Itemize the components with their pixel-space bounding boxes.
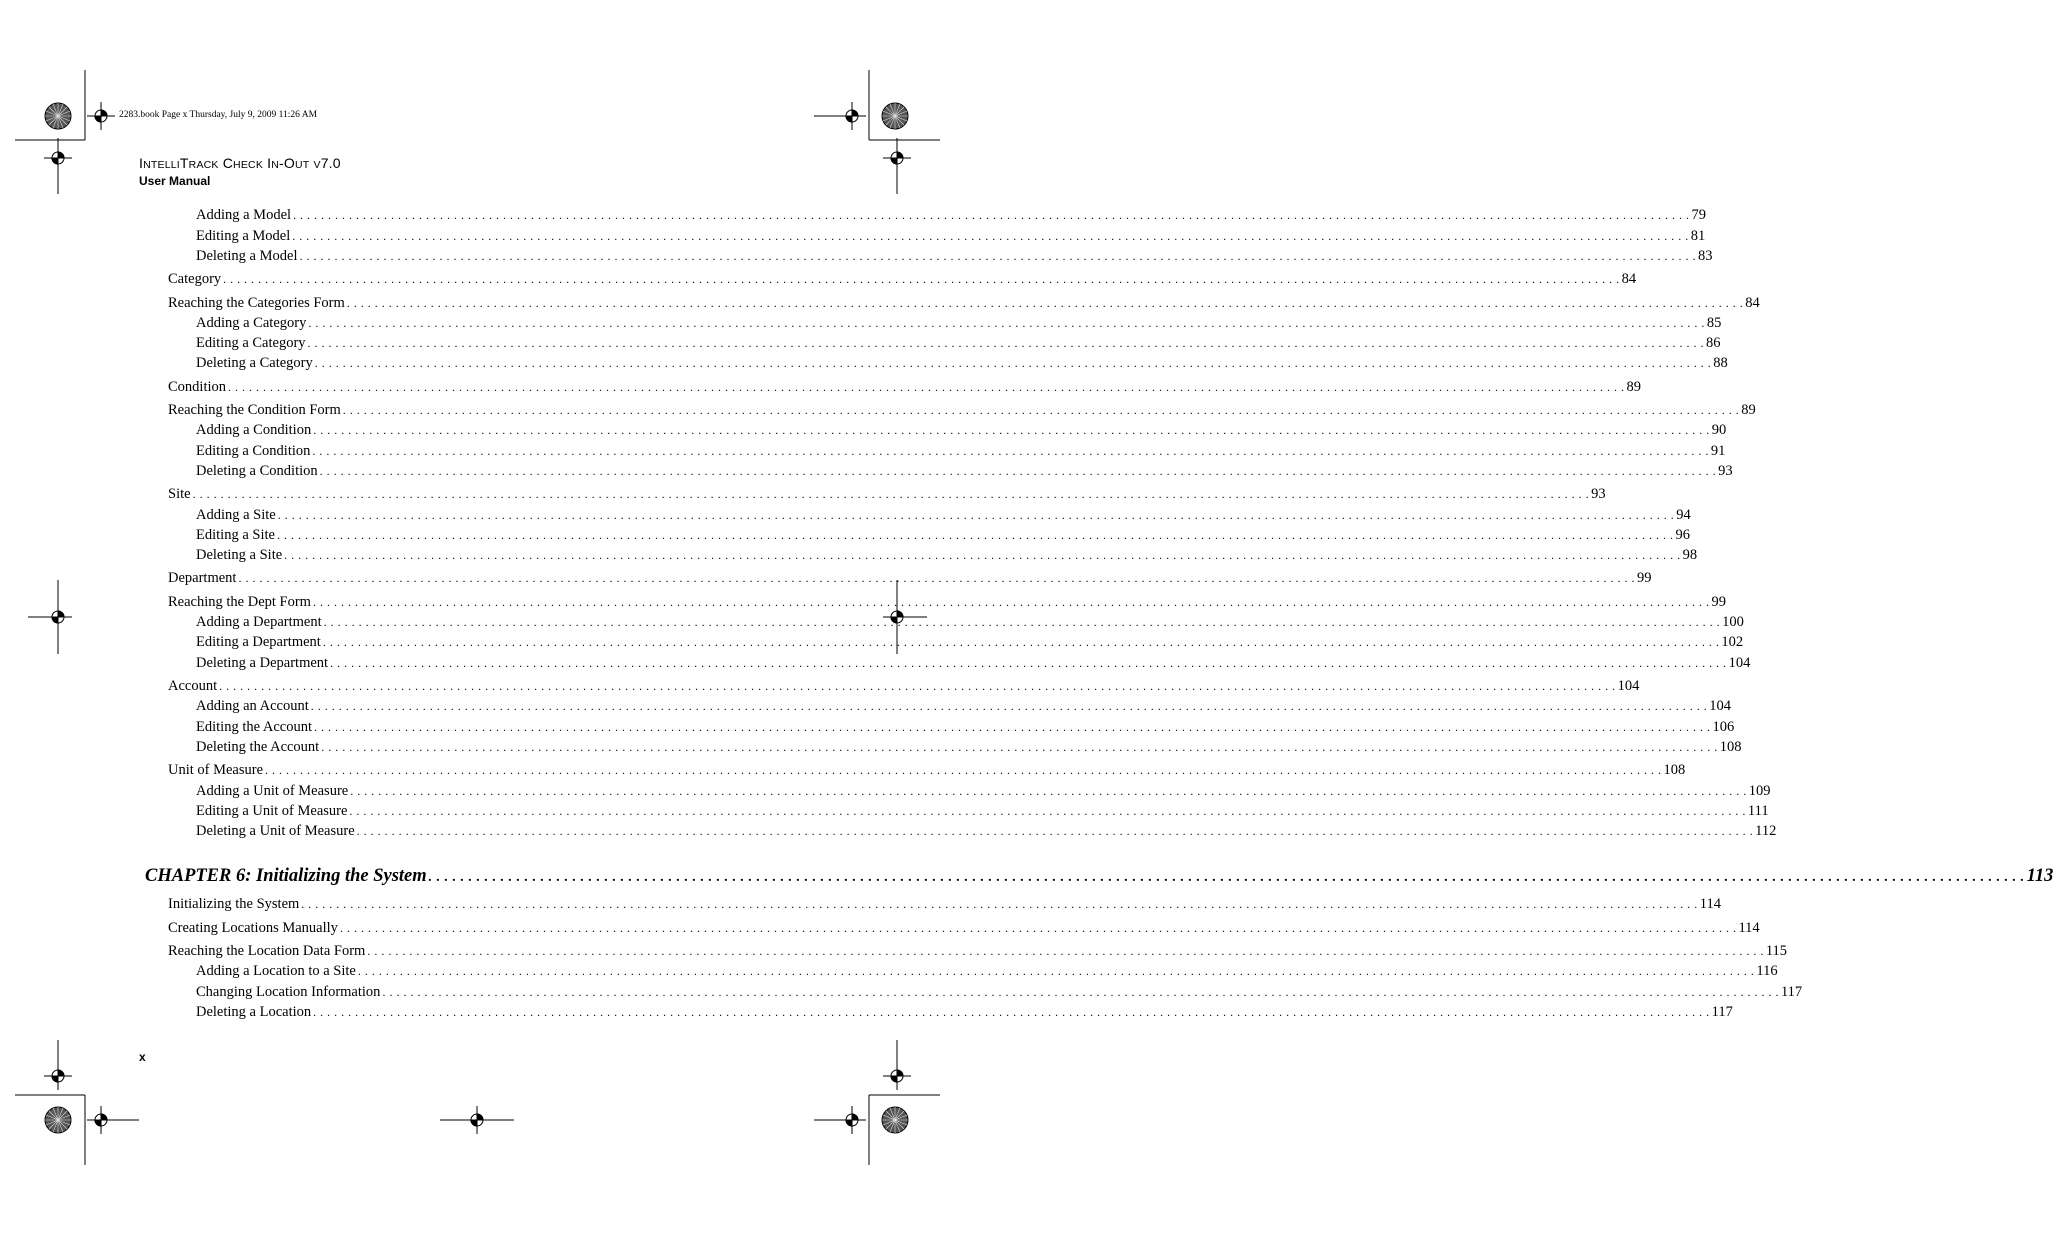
toc-leader-dots: . . . . . . . . . . . . . . . . . . . . . . . . . . . . . . . . . . . . . . . . . . . . . . . . . . . . . . . . . . . . . . . . . . . . . . . . . . . . . . . . . . . . . . . . . . . . . . . . . . . . . . . . . . . . . . . . . . . . . . . . . . . . . . . . . . . . . . . . . . . . . . . . . . . . . . . . . . . . . . . . . . . . . . . . . . . . . . . . . . . . . . . . . . . . . . . . . . . . . . . . bbox=[346, 296, 1744, 310]
toc-entry-title: Adding a Condition bbox=[196, 422, 312, 438]
toc-entry[interactable] bbox=[168, 941, 1788, 961]
toc-entry-page: 114 bbox=[1738, 920, 1760, 936]
toc-entry-page: 79 bbox=[1691, 207, 1707, 223]
toc-entry-title: Editing a Department bbox=[196, 634, 321, 650]
toc-entry-page: 99 bbox=[1636, 570, 1652, 586]
header-title-part: 7.0 bbox=[320, 155, 341, 171]
toc-leader-dots: . . . . . . . . . . . . . . . . . . . . . . . . . . . . . . . . . . . . . . . . . . . . . . . . . . . . . . . . . . . . . . . . . . . . . . . . . . . . . . . . . . . . . . . . . . . . . . . . . . . . . . . . . . . . . . . . . . . . . . . . . . . . . . . . . . . . . . . . . . . . . . . . . . . . . . . . . . . . . . . . . . . . . . . . . . . . . . . . . . . . . . . . . . . . . . . . . . . . . . . . bbox=[321, 740, 1718, 754]
toc-leader-dots: . . . . . . . . . . . . . . . . . . . . . . . . . . . . . . . . . . . . . . . . . . . . . . . . . . . . . . . . . . . . . . . . . . . . . . . . . . . . . . . . . . . . . . . . . . . . . . . . . . . . . . . . . . . . . . . . . . . . . . . . . . . . . . . . . . . . . . . . . . . . . . . . . . . . . . . . . . . . . . . . . . . . . . . . . . . . . . . . . . . . . . . . . . . . . . . . . . . . . . . . bbox=[310, 699, 1708, 713]
header-title-part: HECK bbox=[233, 159, 264, 171]
toc-leader-dots: . . . . . . . . . . . . . . . . . . . . . . . . . . . . . . . . . . . . . . . . . . . . . . . . . . . . . . . . . . . . . . . . . . . . . . . . . . . . . . . . . . . . . . . . . . . . . . . . . . . . . . . . . . . . . . . . . . . . . . . . . . . . . . . . . . . . . . . . . . . . . . . . . . . . . . . . . . . . . . . . . . . . . . . . . . . . . . . . . . . . . . . . . . . . . . . . . . . . . . . . bbox=[349, 804, 1746, 818]
toc-leader-dots: . . . . . . . . . . . . . . . . . . . . . . . . . . . . . . . . . . . . . . . . . . . . . . . . . . . . . . . . . . . . . . . . . . . . . . . . . . . . . . . . . . . . . . . . . . . . . . . . . . . . . . . . . . . . . . . . . . . . . . . . . . . . . . . . . . . . . . . . . . . . . . . . . . . . . . . . . . . . . . . . . . . . . . . . . . . . . . . . . . . . . . . . . . . . . . . . . . . . . . . . bbox=[342, 403, 1740, 417]
toc-leader-dots: . . . . . . . . . . . . . . . . . . . . . . . . . . . . . . . . . . . . . . . . . . . . . . . . . . . . . . . . . . . . . . . . . . . . . . . . . . . . . . . . . . . . . . . . . . . . . . . . . . . . . . . . . . . . . . . . . . . . . . . . . . . . . . . . . . . . . . . . . . . . . . . . . . . . . . . . . . . . . . . . . . . . . . . . . . . . . . . . . . . . . . . . . . . . . . . . . . . . . . . . bbox=[350, 784, 1747, 798]
toc-leader-dots: . . . . . . . . . . . . . . . . . . . . . . . . . . . . . . . . . . . . . . . . . . . . . . . . . . . . . . . . . . . . . . . . . . . . . . . . . . . . . . . . . . . . . . . . . . . . . . . . . . . . . . . . . . . . . . . . . . . . . . . . . . . . . . . . . . . . . . . . . . . . . . . . . . . . . . . . . . . . . . . . . . . . . . . . . . . . . . . . . . . . . . . . . . . . . . . . . . . . . . . . bbox=[382, 985, 1779, 999]
header-title-part: RACK bbox=[188, 159, 219, 171]
toc-entry[interactable] bbox=[196, 420, 1727, 440]
toc-entry-page: 109 bbox=[1748, 783, 1771, 799]
toc-entry-title: Reaching the Categories Form bbox=[168, 295, 345, 311]
toc-entry[interactable] bbox=[196, 653, 1751, 673]
toc-leader-dots: . . . . . . . . . . . . . . . . . . . . . . . . . . . . . . . . . . . . . . . . . . . . . . . . . . . . . . . . . . . . . . . . . . . . . . . . . . . . . . . . . . . . . . . . . . . . . . . . . . . . . . . . . . . . . . . . . . . . . . . . . . . . . . . . . . . . . . . . . . . . . . . . . . . . . . . . . . . . . . . . . . . . . . . . . . . . . . . . . . . . . . . . . . . . . . . . . . . . . . . . bbox=[299, 249, 1696, 263]
toc-leader-dots: . . . . . . . . . . . . . . . . . . . . . . . . . . . . . . . . . . . . . . . . . . . . . . . . . . . . . . . . . . . . . . . . . . . . . . . . . . . . . . . . . . . . . . . . . . . . . . . . . . . . . . . . . . . . . . . . . . . . . . . . . . . . . . . . . . . . . . . . . . . . . . . . . . . . . . . . . . . . . . . . . . . . . . . . . . . . . . . . . . . . . . . . . . . . . . . . . . . . . . . . bbox=[265, 763, 1662, 777]
toc-leader-dots: . . . . . . . . . . . . . . . . . . . . . . . . . . . . . . . . . . . . . . . . . . . . . . . . . . . . . . . . . . . . . . . . . . . . . . . . . . . . . . . . . . . . . . . . . . . . . . . . . . . . . . . . . . . . . . . . . . . . . . . . . . . . . . . . . . . . . . . . . . . . . . . . . . . . . . . . . . . . . . . . . . . . . . . . . . . . . . . . . . . . . . . . . . . . . . . . . . . . . . . . bbox=[284, 548, 1681, 562]
toc-entry-page: 115 bbox=[1765, 943, 1788, 959]
toc-entry-page: 86 bbox=[1706, 335, 1721, 351]
header-title-part: UT bbox=[294, 159, 310, 171]
toc-entry-title: Adding a Category bbox=[196, 315, 307, 331]
toc-leader-dots: . . . . . . . . . . . . . . . . . . . . . . . . . . . . . . . . . . . . . . . . . . . . . . . . . . . . . . . . . . . . . . . . . . . . . . . . . . . . . . . . . . . . . . . . . . . . . . . . . . . . . . . . . . . . . . . . . . . . . . . . . . . . . . . . . . . . . . . . . . . . . . . . . . . . . . . . . . . . . . . . . . . . . . . . . . . . . . . . . . . . . . . . . . . . . . . . . . . . . . . . bbox=[277, 508, 1675, 522]
toc-entry-title: Adding a Department bbox=[196, 614, 322, 630]
toc-leader-dots: . . . . . . . . . . . . . . . . . . . . . . . . . . . . . . . . . . . . . . . . . . . . . . . . . . . . . . . . . . . . . . . . . . . . . . . . . . . . . . . . . . . . . . . . . . . . . . . . . . . . . . . . . . . . . . . . . . . . . . . . . . . . . . . . . . . . . . . . . . . . . . . . . . . . . . . . . . . . . . . . . . . . . . . . . . . . . . . . . . . . . . . . . . . . . . . . . . . . . . . . bbox=[228, 380, 1625, 394]
toc-entry[interactable] bbox=[196, 461, 1733, 481]
toc-entry-title: Editing a Site bbox=[196, 527, 275, 543]
toc-leader-dots: . . . . . . . . . . . . . . . . . . . . . . . . . . . . . . . . . . . . . . . . . . . . . . . . . . . . . . . . . . . . . . . . . . . . . . . . . . . . . . . . . . . . . . . . . . . . . . . . . . . . . . . . . . . . . . . . . . . . . . . . . . . . . . . . . . . . . . . . . . . . . . . . . . . . . . . . . . . . . . . . . . . . . . . . . . . . . . . . . . . . . . . . . . . . . . . . . . . . . . . . bbox=[356, 824, 1754, 838]
toc-leader-dots: . . . . . . . . . . . . . . . . . . . . . . . . . . . . . . . . . . . . . . . . . . . . . . . . . . . . . . . . . . . . . . . . . . . . . . . . . . . . . . . . . . . . . . . . . . . . . . . . . . . . . . . . . . . . . . . . . . . . . . . . . . . . . . . . . . . . . . . . . . . . . . . . . . . . . . . . . . . . . . . . . . . . . . . . . . . . . . . . . . . . . . . . . . . . . . . . . . . . . . . . bbox=[313, 1005, 1710, 1019]
toc-entry-page: 96 bbox=[1675, 527, 1690, 543]
header-title-part: I bbox=[263, 155, 272, 171]
toc-entry-title: CHAPTER 6: Initializing the System bbox=[145, 866, 427, 886]
toc-entry-title: Adding a Site bbox=[196, 507, 276, 523]
toc-entry[interactable] bbox=[168, 568, 1652, 588]
toc-entry-page: 114 bbox=[1699, 896, 1722, 912]
toc-chapter-entry[interactable] bbox=[145, 863, 2053, 889]
toc-entry[interactable] bbox=[196, 696, 1732, 716]
toc-leader-dots: . . . . . . . . . . . . . . . . . . . . . . . . . . . . . . . . . . . . . . . . . . . . . . . . . . . . . . . . . . . . . . . . . . . . . . . . . . . . . . . . . . . . . . . . . . . . . . . . . . . . . . . . . . . . . . . . . . . . . . . . . . . . . . . . . . . . . . . . . . . . . . . . . . . . . . . . . . . . . . . . . . . . . . . . . . . . . . . . . . . . . . . . . . . . . . . . . . . . . . . . bbox=[322, 635, 1720, 649]
toc-entry-title: Unit of Measure bbox=[168, 762, 264, 778]
toc-entry[interactable] bbox=[196, 246, 1713, 266]
toc-entry-title: Initializing the System bbox=[168, 896, 300, 912]
toc-entry[interactable] bbox=[196, 525, 1690, 545]
toc-leader-dots: . . . . . . . . . . . . . . . . . . . . . . . . . . . . . . . . . . . . . . . . . . . . . . . . . . . . . . . . . . . . . . . . . . . . . . . . . . . . . . . . . . . . . . . . . . . . . . . . . . . . . . . . . . . . . . . . . . . . . . . . . . . . . . . . . . . . . . . . . . . . . . . . . . . . . . . . . . . . . . . . . . . . . . . . . . . . . . . . . . . . . . . . . . . . . . . . . . . . . . . . bbox=[330, 656, 1727, 670]
toc-entry-page: 91 bbox=[1710, 443, 1726, 459]
toc-entry-page: 106 bbox=[1712, 719, 1735, 735]
toc-entry-title: Adding an Account bbox=[196, 698, 309, 714]
toc-entry-page: 83 bbox=[1697, 248, 1713, 264]
toc-entry-title: Account bbox=[168, 678, 218, 694]
toc-entry-title: Deleting a Location bbox=[196, 1004, 312, 1020]
toc-entry-page: 93 bbox=[1591, 486, 1606, 502]
toc-leader-dots: . . . . . . . . . . . . . . . . . . . . . . . . . . . . . . . . . . . . . . . . . . . . . . . . . . . . . . . . . . . . . . . . . . . . . . . . . . . . . . . . . . . . . . . . . . . . . . . . . . . . . . . . . . . . . . . . . . . . . . . . . . . . . . . . . . . . . . . . . . . . . . . . . . . . . . . . . . . . . . . . . . . . . . . . . . . . . . . . . . . . . . . . . . . . . . . . . . . . . . . . bbox=[293, 208, 1690, 222]
toc-entry[interactable] bbox=[196, 545, 1698, 565]
toc-entry[interactable] bbox=[196, 313, 1722, 333]
toc-leader-dots: . . . . . . . . . . . . . . . . . . . . . . . . . . . . . . . . . . . . . . . . . . . . . . . . . . . . . . . . . . . . . . . . . . . . . . . . . . . . . . . . . . . . . . . . . . . . . . . . . . . . . . . . . . . . . . . . . . . . . . . . . . . . . . . . . . . . . . . . . . . . . . . . . . . . . . . . . . . . . . . . . . . . . . . . . . . . . . . . . . . . . . . . . . . . . . . . . . . . . . . . bbox=[367, 944, 1764, 958]
toc-entry-page: 104 bbox=[1617, 678, 1640, 694]
toc-leader-dots: . . . . . . . . . . . . . . . . . . . . . . . . . . . . . . . . . . . . . . . . . . . . . . . . . . . . . . . . . . . . . . . . . . . . . . . . . . . . . . . . . . . . . . . . . . . . . . . . . . . . . . . . . . . . . . . . . . . . . . . . . . . . . . . . . . . . . . . . . . . . . . . . . . . . . . . . . . . . . . . . . . . . . . . . . . . . . . . . . . . . . . . . . . . . . . . . . . . . . . . . bbox=[312, 595, 1710, 609]
toc-entry-page: 93 bbox=[1718, 463, 1733, 479]
toc-entry-page: 100 bbox=[1722, 614, 1744, 630]
toc-leader-dots: . . . . . . . . . . . . . . . . . . . . . . . . . . . . . . . . . . . . . . . . . . . . . . . . . . . . . . . . . . . . . . . . . . . . . . . . . . . . . . . . . . . . . . . . . . . . . . . . . . . . . . . . . . . . . . . . . . . . . . . . . . . . . . . . . . . . . . . . . . . . . . . . . . . . . . . . . . . . . . . . . . . . . . . . . . . . . . . . . . . . . . . . . . . . . . . . . . . . . . . . bbox=[292, 229, 1689, 243]
toc-entry-page: 112 bbox=[1755, 823, 1777, 839]
toc-entry-page: 94 bbox=[1676, 507, 1691, 523]
header-title-part: NTELLI bbox=[143, 159, 180, 171]
toc-leader-dots: . . . . . . . . . . . . . . . . . . . . . . . . . . . . . . . . . . . . . . . . . . . . . . . . . . . . . . . . . . . . . . . . . . . . . . . . . . . . . . . . . . . . . . . . . . . . . . . . . . . . . . . . . . . . . . . . . . . . . . . . . . . . . . . . . . . . . . . . . . . . . . . . . . . . . . . . . . . . . . . . . . . . . . . . . . . . . . . . . . . . . . . . . . . . . . . . . . . . . . . . bbox=[238, 571, 1635, 585]
toc-entry-title: Editing a Unit of Measure bbox=[196, 803, 348, 819]
toc-entry[interactable] bbox=[168, 484, 1606, 504]
toc-entry[interactable] bbox=[196, 441, 1726, 461]
toc-entry-title: Creating Locations Manually bbox=[168, 920, 338, 936]
toc-entry-page: 89 bbox=[1741, 402, 1756, 418]
header-title-part: C bbox=[218, 155, 234, 171]
toc-entry-title: Deleting a Condition bbox=[196, 463, 318, 479]
toc-entry[interactable] bbox=[196, 333, 1721, 353]
toc-entry[interactable] bbox=[168, 676, 1640, 696]
toc-entry-page: 84 bbox=[1745, 295, 1760, 311]
header-title-part: N bbox=[271, 159, 280, 171]
print-slug: 2283.book Page x Thursday, July 9, 2009 11:26 AM bbox=[119, 110, 318, 120]
toc-entry-title: Deleting a Site bbox=[196, 547, 283, 563]
toc-entry-title: Editing a Condition bbox=[196, 443, 311, 459]
toc-entry[interactable] bbox=[196, 505, 1691, 525]
toc-entry-title: Site bbox=[168, 486, 191, 502]
toc-leader-dots: . . . . . . . . . . . . . . . . . . . . . . . . . . . . . . . . . . . . . . . . . . . . . . . . . . . . . . . . . . . . . . . . . . . . . . . . . . . . . . . . . . . . . . . . . . . . . . . . . . . . . . . . . . . . . . . . . . . . . . . . . . . . . . . . . . . . . . . . . . . . . . . . . . . . . . . . . . . . . . . . . . . . . . . . . . . . . . . . . . . . . . . . . . . . . . . . . . . . . . . . bbox=[314, 356, 1712, 370]
toc-leader-dots: . . . . . . . . . . . . . . . . . . . . . . . . . . . . . . . . . . . . . . . . . . . . . . . . . . . . . . . . . . . . . . . . . . . . . . . . . . . . . . . . . . . . . . . . . . . . . . . . . . . . . . . . . . . . . . . . . . . . . . . . . . . . . . . . . . . . . . . . . . . . . . . . . . . . . . . . . . . . . . . . . . . . . . . . . . . . . . . . . . . . . . . . . . . . . . . . . . . . . . . . bbox=[307, 336, 1705, 350]
header-title-part: V bbox=[313, 159, 321, 171]
toc-leader-dots: . . . . . . . . . . . . . . . . . . . . . . . . . . . . . . . . . . . . . . . . . . . . . . . . . . . . . . . . . . . . . . . . . . . . . . . . . . . . . . . . . . . . . . . . . . . . . . . . . . . . . . . . . . . . . . . . . . . . . . . . . . . . . . . . . . . . . . . . . . . . . . . . . . . . . . . . . . . . . . . . . . . . . . . . . . . . . . . . . . . . . . . . . . . . . . . . . . . . . . . . bbox=[301, 897, 1698, 911]
toc-entry-page: 111 bbox=[1747, 803, 1769, 819]
header-title-part: I bbox=[139, 155, 144, 171]
page-number: x bbox=[139, 1050, 146, 1064]
toc-entry[interactable] bbox=[196, 982, 1803, 1002]
toc-entry-title: Adding a Model bbox=[196, 207, 292, 223]
toc-entry-title: Changing Location Information bbox=[196, 984, 381, 1000]
running-header-subtitle: User Manual bbox=[139, 174, 211, 188]
toc-entry-page: 108 bbox=[1663, 762, 1686, 778]
toc-leader-dots: . . . . . . . . . . . . . . . . . . . . . . . . . . . . . . . . . . . . . . . . . . . . . . . . . . . . . . . . . . . . . . . . . . . . . . . . . . . . . . . . . . . . . . . . . . . . . . . . . . . . . . . . . . . . . . . . . . . . . . . . . . . . . . . . . . . . . . . . . . . . . . . . . . . . . . . . . . . . . . . . . . . . . . . . . . . . . . . . . . . . . . . . . . . . . . . . . . . . . . . . bbox=[276, 528, 1674, 542]
toc-leader-dots: . . . . . . . . . . . . . . . . . . . . . . . . . . . . . . . . . . . . . . . . . . . . . . . . . . . . . . . . . . . . . . . . . . . . . . . . . . . . . . . . . . . . . . . . . . . . . . . . . . . . . . . . . . . . . . . . . . . . . . . . . . . . . . . . . . . . . . . . . . . . . . . . . . . . . . . . . . . . . . . . . . . . . . . . . . . . . . . . . . . . . . . . . . . . . . . . . . . . . . . . bbox=[312, 444, 1709, 458]
toc-entry-title: Adding a Location to a Site bbox=[196, 963, 356, 979]
toc-entry-page: 117 bbox=[1711, 1004, 1733, 1020]
toc-entry-title: Deleting a Unit of Measure bbox=[196, 823, 355, 839]
toc-leader-dots: . . . . . . . . . . . . . . . . . . . . . . . . . . . . . . . . . . . . . . . . . . . . . . . . . . . . . . . . . . . . . . . . . . . . . . . . . . . . . . . . . . . . . . . . . . . . . . . . . . . . . . . . . . . . . . . . . . . . . . . . . . . . . . . . . . . . . . . . . . . . . . . . . . . . . . . . . . . . . . . . . . . . . . . . . . . . . . . . . . . . . . . . . . . . . . . . . . . . . . . . bbox=[219, 679, 1616, 693]
toc-entry[interactable] bbox=[196, 612, 1744, 632]
toc-leader-dots: . . . . . . . . . . . . . . . . . . . . . . . . . . . . . . . . . . . . . . . . . . . . . . . . . . . . . . . . . . . . . . . . . . . . . . . . . . . . . . . . . . . . . . . . . . . . . . . . . . . . . . . . . . . . . . . . . . . . . . . . . . . . . . . . . . . . . . . . . . . . . . . . . . . . . . . . . . . . . . . . . . . . . . . . . . . . . . . . . . . . . . . . . . . . . . . . . . . . . . . . bbox=[192, 487, 1590, 501]
toc-leader-dots: . . . . . . . . . . . . . . . . . . . . . . . . . . . . . . . . . . . . . . . . . . . . . . . . . . . . . . . . . . . . . . . . . . . . . . . . . . . . . . . . . . . . . . . . . . . . . . . . . . . . . . . . . . . . . . . . . . . . . . . . . . . . . . . . . . . . . . . . . . . . . . . . . . . . . . . . . . . . . . . . . . . . . . . . . . . . . . . . . . . . . . . . . . . . . . . . . . . . . . . . bbox=[428, 870, 2025, 885]
toc-entry-title: Editing a Category bbox=[196, 335, 306, 351]
toc-entry[interactable] bbox=[196, 961, 1778, 981]
toc-entry-page: 89 bbox=[1626, 379, 1642, 395]
toc-entry[interactable] bbox=[168, 592, 1726, 612]
toc-leader-dots: . . . . . . . . . . . . . . . . . . . . . . . . . . . . . . . . . . . . . . . . . . . . . . . . . . . . . . . . . . . . . . . . . . . . . . . . . . . . . . . . . . . . . . . . . . . . . . . . . . . . . . . . . . . . . . . . . . . . . . . . . . . . . . . . . . . . . . . . . . . . . . . . . . . . . . . . . . . . . . . . . . . . . . . . . . . . . . . . . . . . . . . . . . . . . . . . . . . . . . . . bbox=[313, 720, 1711, 734]
toc-entry-page: 85 bbox=[1706, 315, 1722, 331]
toc-entry-page: 98 bbox=[1682, 547, 1698, 563]
toc-entry-page: 104 bbox=[1728, 655, 1751, 671]
toc-entry-page: 81 bbox=[1690, 228, 1706, 244]
toc-entry-title: Condition bbox=[168, 379, 227, 395]
toc-entry-page: 90 bbox=[1711, 422, 1727, 438]
toc-entry-title: Reaching the Dept Form bbox=[168, 594, 311, 610]
toc-entry-title: Reaching the Location Data Form bbox=[168, 943, 366, 959]
toc-entry-page: 116 bbox=[1756, 963, 1778, 979]
toc-entry[interactable] bbox=[196, 1002, 1733, 1022]
toc-entry[interactable] bbox=[196, 737, 1742, 757]
toc-entry[interactable] bbox=[168, 760, 1686, 780]
toc-entry-page: 113 bbox=[2026, 866, 2053, 886]
toc-entry-title: Reaching the Condition Form bbox=[168, 402, 341, 418]
toc-entry[interactable] bbox=[168, 377, 1642, 397]
toc-entry-title: Category bbox=[168, 271, 222, 287]
header-title-part: -O bbox=[279, 155, 295, 171]
toc-entry[interactable] bbox=[168, 269, 1637, 289]
toc-leader-dots: . . . . . . . . . . . . . . . . . . . . . . . . . . . . . . . . . . . . . . . . . . . . . . . . . . . . . . . . . . . . . . . . . . . . . . . . . . . . . . . . . . . . . . . . . . . . . . . . . . . . . . . . . . . . . . . . . . . . . . . . . . . . . . . . . . . . . . . . . . . . . . . . . . . . . . . . . . . . . . . . . . . . . . . . . . . . . . . . . . . . . . . . . . . . . . . . . . . . . . . . bbox=[323, 615, 1721, 629]
toc-entry-title: Adding a Unit of Measure bbox=[196, 783, 349, 799]
toc-leader-dots: . . . . . . . . . . . . . . . . . . . . . . . . . . . . . . . . . . . . . . . . . . . . . . . . . . . . . . . . . . . . . . . . . . . . . . . . . . . . . . . . . . . . . . . . . . . . . . . . . . . . . . . . . . . . . . . . . . . . . . . . . . . . . . . . . . . . . . . . . . . . . . . . . . . . . . . . . . . . . . . . . . . . . . . . . . . . . . . . . . . . . . . . . . . . . . . . . . . . . . . . bbox=[223, 272, 1620, 286]
toc-entry-page: 117 bbox=[1780, 984, 1803, 1000]
toc-entry-page: 88 bbox=[1713, 355, 1728, 371]
toc-entry[interactable] bbox=[196, 821, 1777, 841]
toc-entry-title: Deleting a Department bbox=[196, 655, 329, 671]
toc-entry-title: Department bbox=[168, 570, 237, 586]
toc-entry[interactable] bbox=[168, 894, 1722, 914]
toc-entry[interactable] bbox=[196, 205, 1707, 225]
toc-entry-page: 84 bbox=[1621, 271, 1637, 287]
toc-entry[interactable] bbox=[196, 781, 1771, 801]
toc-leader-dots: . . . . . . . . . . . . . . . . . . . . . . . . . . . . . . . . . . . . . . . . . . . . . . . . . . . . . . . . . . . . . . . . . . . . . . . . . . . . . . . . . . . . . . . . . . . . . . . . . . . . . . . . . . . . . . . . . . . . . . . . . . . . . . . . . . . . . . . . . . . . . . . . . . . . . . . . . . . . . . . . . . . . . . . . . . . . . . . . . . . . . . . . . . . . . . . . . . . . . . . . bbox=[308, 316, 1705, 330]
toc-entry-page: 99 bbox=[1711, 594, 1726, 610]
toc-entry-title: Deleting the Account bbox=[196, 739, 320, 755]
toc-leader-dots: . . . . . . . . . . . . . . . . . . . . . . . . . . . . . . . . . . . . . . . . . . . . . . . . . . . . . . . . . . . . . . . . . . . . . . . . . . . . . . . . . . . . . . . . . . . . . . . . . . . . . . . . . . . . . . . . . . . . . . . . . . . . . . . . . . . . . . . . . . . . . . . . . . . . . . . . . . . . . . . . . . . . . . . . . . . . . . . . . . . . . . . . . . . . . . . . . . . . . . . . bbox=[313, 423, 1710, 437]
toc-entry[interactable] bbox=[168, 918, 1760, 938]
toc-leader-dots: . . . . . . . . . . . . . . . . . . . . . . . . . . . . . . . . . . . . . . . . . . . . . . . . . . . . . . . . . . . . . . . . . . . . . . . . . . . . . . . . . . . . . . . . . . . . . . . . . . . . . . . . . . . . . . . . . . . . . . . . . . . . . . . . . . . . . . . . . . . . . . . . . . . . . . . . . . . . . . . . . . . . . . . . . . . . . . . . . . . . . . . . . . . . . . . . . . . . . . . . bbox=[319, 464, 1717, 478]
toc-leader-dots: . . . . . . . . . . . . . . . . . . . . . . . . . . . . . . . . . . . . . . . . . . . . . . . . . . . . . . . . . . . . . . . . . . . . . . . . . . . . . . . . . . . . . . . . . . . . . . . . . . . . . . . . . . . . . . . . . . . . . . . . . . . . . . . . . . . . . . . . . . . . . . . . . . . . . . . . . . . . . . . . . . . . . . . . . . . . . . . . . . . . . . . . . . . . . . . . . . . . . . . . bbox=[357, 964, 1755, 978]
toc-entry[interactable] bbox=[196, 717, 1735, 737]
toc-entry[interactable] bbox=[168, 293, 1760, 313]
toc-entry-page: 108 bbox=[1719, 739, 1742, 755]
toc-entry[interactable] bbox=[168, 400, 1756, 420]
toc-entry-title: Editing a Model bbox=[196, 228, 291, 244]
toc-entry-title: Deleting a Model bbox=[196, 248, 298, 264]
toc-entry[interactable] bbox=[196, 226, 1706, 246]
toc-entry[interactable] bbox=[196, 801, 1769, 821]
toc-entry-title: Deleting a Category bbox=[196, 355, 313, 371]
toc-entry[interactable] bbox=[196, 353, 1728, 373]
header-title-part: T bbox=[179, 155, 189, 171]
toc-leader-dots: . . . . . . . . . . . . . . . . . . . . . . . . . . . . . . . . . . . . . . . . . . . . . . . . . . . . . . . . . . . . . . . . . . . . . . . . . . . . . . . . . . . . . . . . . . . . . . . . . . . . . . . . . . . . . . . . . . . . . . . . . . . . . . . . . . . . . . . . . . . . . . . . . . . . . . . . . . . . . . . . . . . . . . . . . . . . . . . . . . . . . . . . . . . . . . . . . . . . . . . . bbox=[339, 921, 1737, 935]
toc-entry-title: Editing the Account bbox=[196, 719, 312, 735]
toc-entry[interactable] bbox=[196, 632, 1744, 652]
toc-entry-page: 102 bbox=[1721, 634, 1744, 650]
toc-entry-page: 104 bbox=[1709, 698, 1732, 714]
